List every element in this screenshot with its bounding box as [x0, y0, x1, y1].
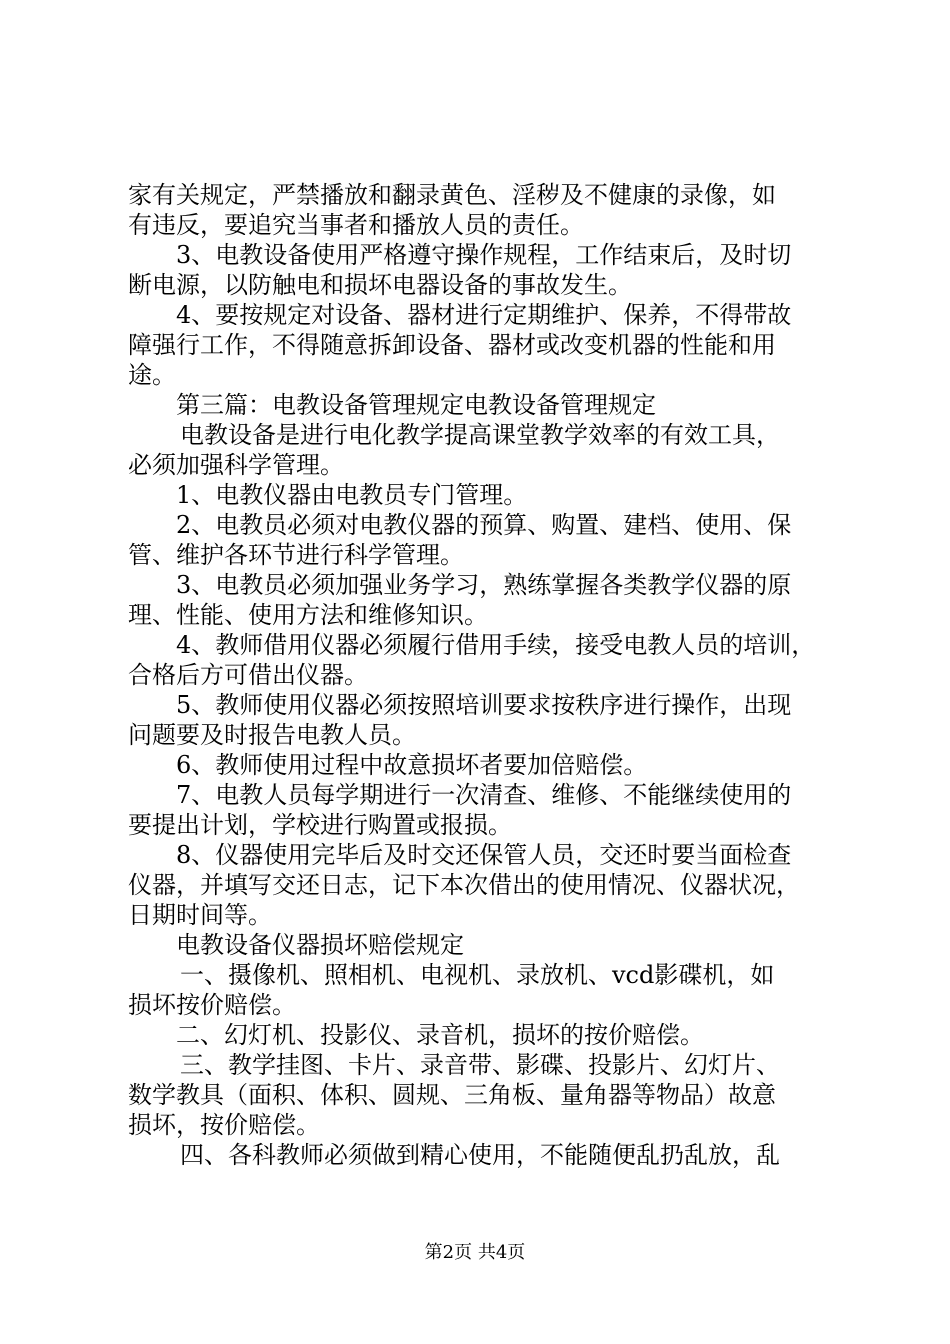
paragraph-line: 理、性能、使用方法和维修知识。 [128, 601, 488, 629]
section-heading: 第三篇：电教设备管理规定电教设备管理规定 [176, 391, 656, 419]
paragraph-line: 3、电教员必须加强业务学习，熟练掌握各类教学仪器的原 [176, 571, 792, 599]
paragraph-line: 问题要及时报告电教人员。 [128, 721, 416, 749]
paragraph-line: 障强行工作，不得随意拆卸设备、器材或改变机器的性能和用 [128, 331, 776, 359]
paragraph-line: 管、维护各环节进行科学管理。 [128, 541, 464, 569]
paragraph-line: 5、教师使用仪器必须按照培训要求按秩序进行操作，出现 [176, 691, 792, 719]
paragraph-line: 四、各科教师必须做到精心使用，不能随便乱扔乱放，乱 [180, 1141, 780, 1169]
paragraph-line: 8、仪器使用完毕后及时交还保管人员，交还时要当面检查 [176, 841, 792, 869]
paragraph-line: 途。 [128, 361, 176, 389]
paragraph-line: 4、教师借用仪器必须履行借用手续，接受电教人员的培训， [176, 631, 816, 659]
paragraph-line: 1、电教仪器由电教员专门管理。 [176, 481, 528, 509]
document-body [128, 180, 840, 1170]
paragraph-line: 4、要按规定对设备、器材进行定期维护、保养，不得带故 [176, 301, 792, 329]
paragraph-line: 损坏，按价赔偿。 [128, 1111, 320, 1139]
section-heading: 电教设备仪器损坏赔偿规定 [176, 931, 464, 959]
paragraph-line: 一、摄像机、照相机、电视机、录放机、vcd影碟机，如 [180, 961, 775, 989]
paragraph-line: 二、幻灯机、投影仪、录音机，损坏的按价赔偿。 [176, 1021, 704, 1049]
paragraph-line: 仪器，并填写交还日志，记下本次借出的使用情况、仪器状况， [128, 871, 800, 899]
paragraph-line: 损坏按价赔偿。 [128, 991, 296, 1019]
page-number-footer: 第2页 共4页 [424, 1242, 526, 1263]
paragraph-line: 日期时间等。 [128, 901, 272, 929]
paragraph-line: 要提出计划，学校进行购置或报损。 [128, 811, 512, 839]
paragraph-line: 6、教师使用过程中故意损坏者要加倍赔偿。 [176, 751, 648, 779]
paragraph-line: 7、电教人员每学期进行一次清查、维修、不能继续使用的 [176, 781, 792, 809]
paragraph-line: 合格后方可借出仪器。 [128, 661, 368, 689]
paragraph-line: 电教设备是进行电化教学提高课堂教学效率的有效工具， [180, 421, 780, 449]
paragraph-line: 2、电教员必须对电教仪器的预算、购置、建档、使用、保 [176, 511, 792, 539]
paragraph-line: 三、教学挂图、卡片、录音带、影碟、投影片、幻灯片、 [180, 1051, 780, 1079]
paragraph-line: 3、电教设备使用严格遵守操作规程，工作结束后，及时切 [176, 241, 792, 269]
paragraph-line: 有违反，要追究当事者和播放人员的责任。 [128, 211, 584, 239]
paragraph-line: 家有关规定，严禁播放和翻录黄色、淫秽及不健康的录像，如 [128, 181, 776, 209]
paragraph-line: 断电源，以防触电和损坏电器设备的事故发生。 [128, 271, 632, 299]
paragraph-line: 必须加强科学管理。 [128, 451, 344, 479]
paragraph-line: 数学教具（面积、体积、圆规、三角板、量角器等物品）故意 [128, 1081, 776, 1109]
